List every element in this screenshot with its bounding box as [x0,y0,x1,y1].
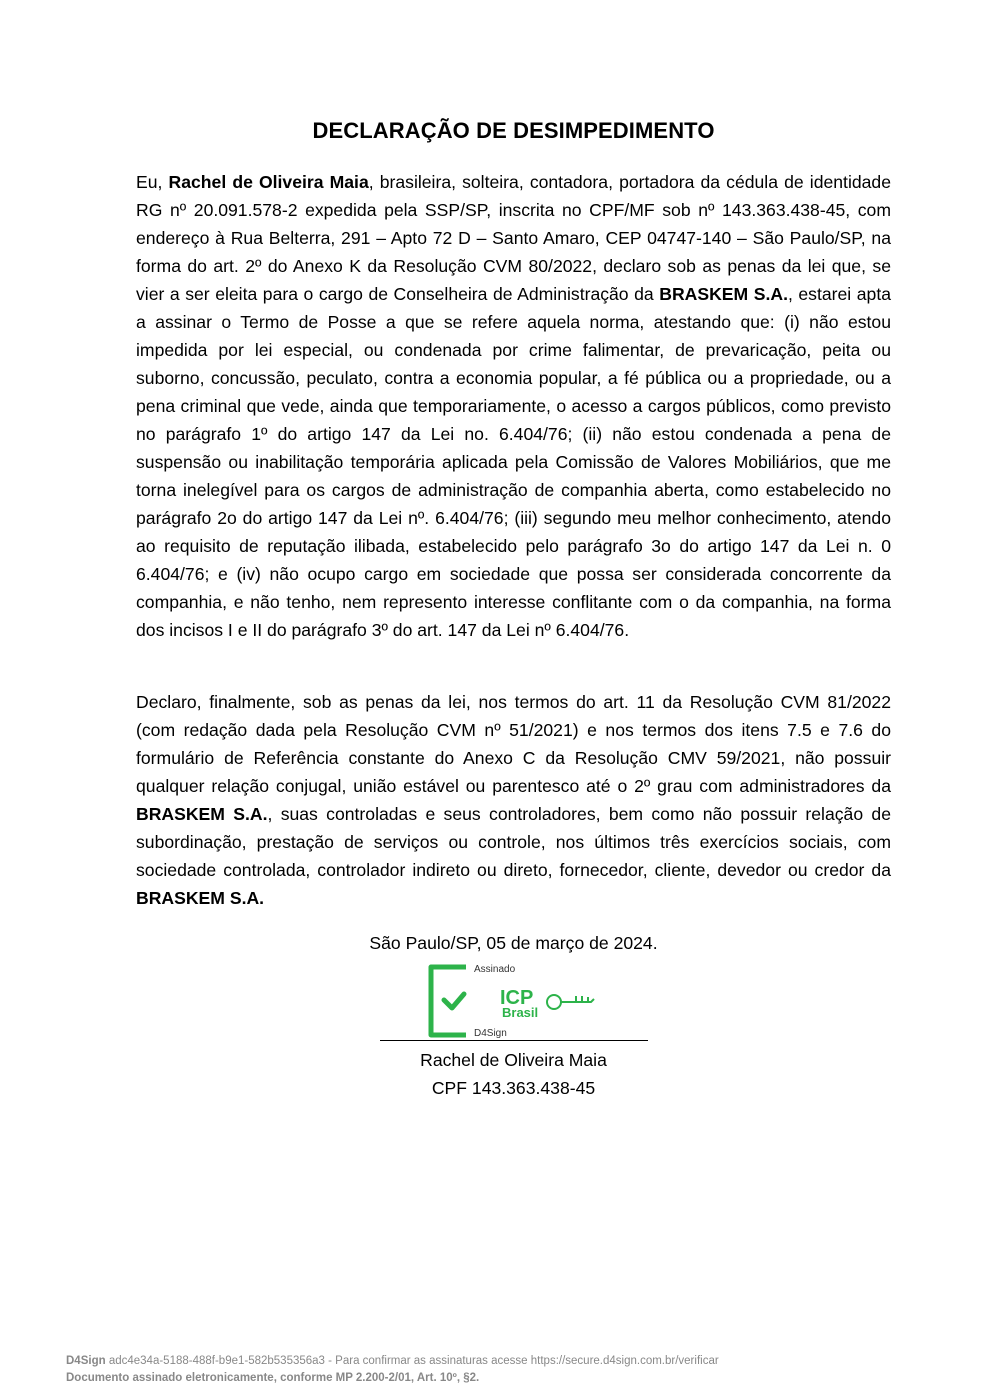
paragraph-1-text-b: , estarei apta a assinar o Termo de Posse a que se refere aquela norma, atestando que: (i) não estou impedida por lei especial, ou condenada por crime falimentar, de prevaricação, peita ou suborno, concussão, peculato, contra a economia popular, a fé pública ou a propriedade, ou a pena criminal que vede, ainda que temporariamente, o acesso a cargos públicos, como previsto no parágrafo 1º do artigo 147 da Lei no. 6.404/76; (ii) não estou condenada a pena de suspensão ou inabilitação temporária aplicada pela Comissão de Valores Mobiliários, que me torna inelegível para os cargos de administração de companhia aberta, como estabelecido no parágrafo 2o do artigo 147 da Lei nº. 6.404/76; (iii) segundo meu melhor conhecimento, atendo ao requisito de reputação ilibada, estabelecido pelo parágrafo 3o do artigo 147 da Lei n. 0 6.404/76; e (iv) não ocupo cargo em sociedade que possa ser considerada concorrente da companhia, e não tenho, nem represento interesse conflitante com o da companhia, na forma dos incisos I e II do parágrafo 3º do art. 147 da Lei nº 6.404/76. [136,284,891,640]
paragraph-2-text-a: Declaro, finalmente, sob as penas da lei, nos termos do art. 11 da Resolução CVM 81/2022 (com redação dada pela Resolução CVM nº 51/2021) e nos termos dos itens 7.5 e 7.6 do formulário de Referência constante do Anexo C da Resolução CMV 59/2021, não possuir qualquer relação conjugal, união estável ou parentesco até o 2º grau com administradores da [136,692,891,796]
date-line: São Paulo/SP, 05 de março de 2024. [369,933,658,953]
footer-legal-line: Documento assinado eletronicamente, conforme MP 2.200-2/01, Art. 10º, §2. [66,1372,480,1384]
intro-text: Eu, [136,172,169,192]
footer-verification-line [66,1353,719,1369]
stamp-bottom-label: D4Sign [474,1028,507,1039]
company-name: BRASKEM S.A. [136,804,268,824]
signer-cpf: CPF 143.363.438-45 [431,1078,596,1098]
company-name: BRASKEM S.A. [659,284,788,304]
declarant-name: Rachel de Oliveira Maia [168,172,369,192]
icp-logo-line1: ICP [500,987,534,1009]
stamp-top-label: Assinado [474,964,516,975]
paragraph-2-text-b: , suas controladas e seus controladores, bem como não possuir relação de subordinação, prestação de serviços ou controle, nos últimos três exercícios sociais, com sociedade controlada, controlador indireto ou direto, fornecedor, cliente, devedor ou credor da [136,804,891,880]
signature-line [380,1040,648,1041]
footer-verification-text: adc4e34a-5188-488f-b9e1-582b535356a3 - Para confirmar as assinaturas acesse https://secure.d4sign.com.br/verificar [105,1355,719,1367]
footer-brand: D4Sign [66,1355,106,1367]
signature-stamp [426,962,606,1040]
declaration-paragraph-1 [136,168,891,644]
icp-logo-line2: Brasil [502,1005,539,1020]
declaration-paragraph-2 [136,688,891,912]
document-title: DECLARAÇÃO DE DESIMPEDIMENTO [312,118,715,143]
key-icon [547,995,594,1009]
signer-name: Rachel de Oliveira Maia [420,1050,607,1070]
company-name: BRASKEM S.A. [136,888,265,908]
check-icon [444,994,464,1008]
paragraph-1-text-a: , brasileira, solteira, contadora, portadora da cédula de identidade RG nº 20.091.578-2 expedida pela SSP/SP, inscrita no CPF/MF sob nº 143.363.438-45, com endereço à Rua Belterra, 291 – Apto 72 D – Santo Amaro, CEP 04747-140 – São Paulo/SP, na forma do art. 2º do Anexo K da Resolução CVM 80/2022, declaro sob as penas da lei que, se vier a ser eleita para o cargo de Conselheira de Administração da [136,172,891,304]
